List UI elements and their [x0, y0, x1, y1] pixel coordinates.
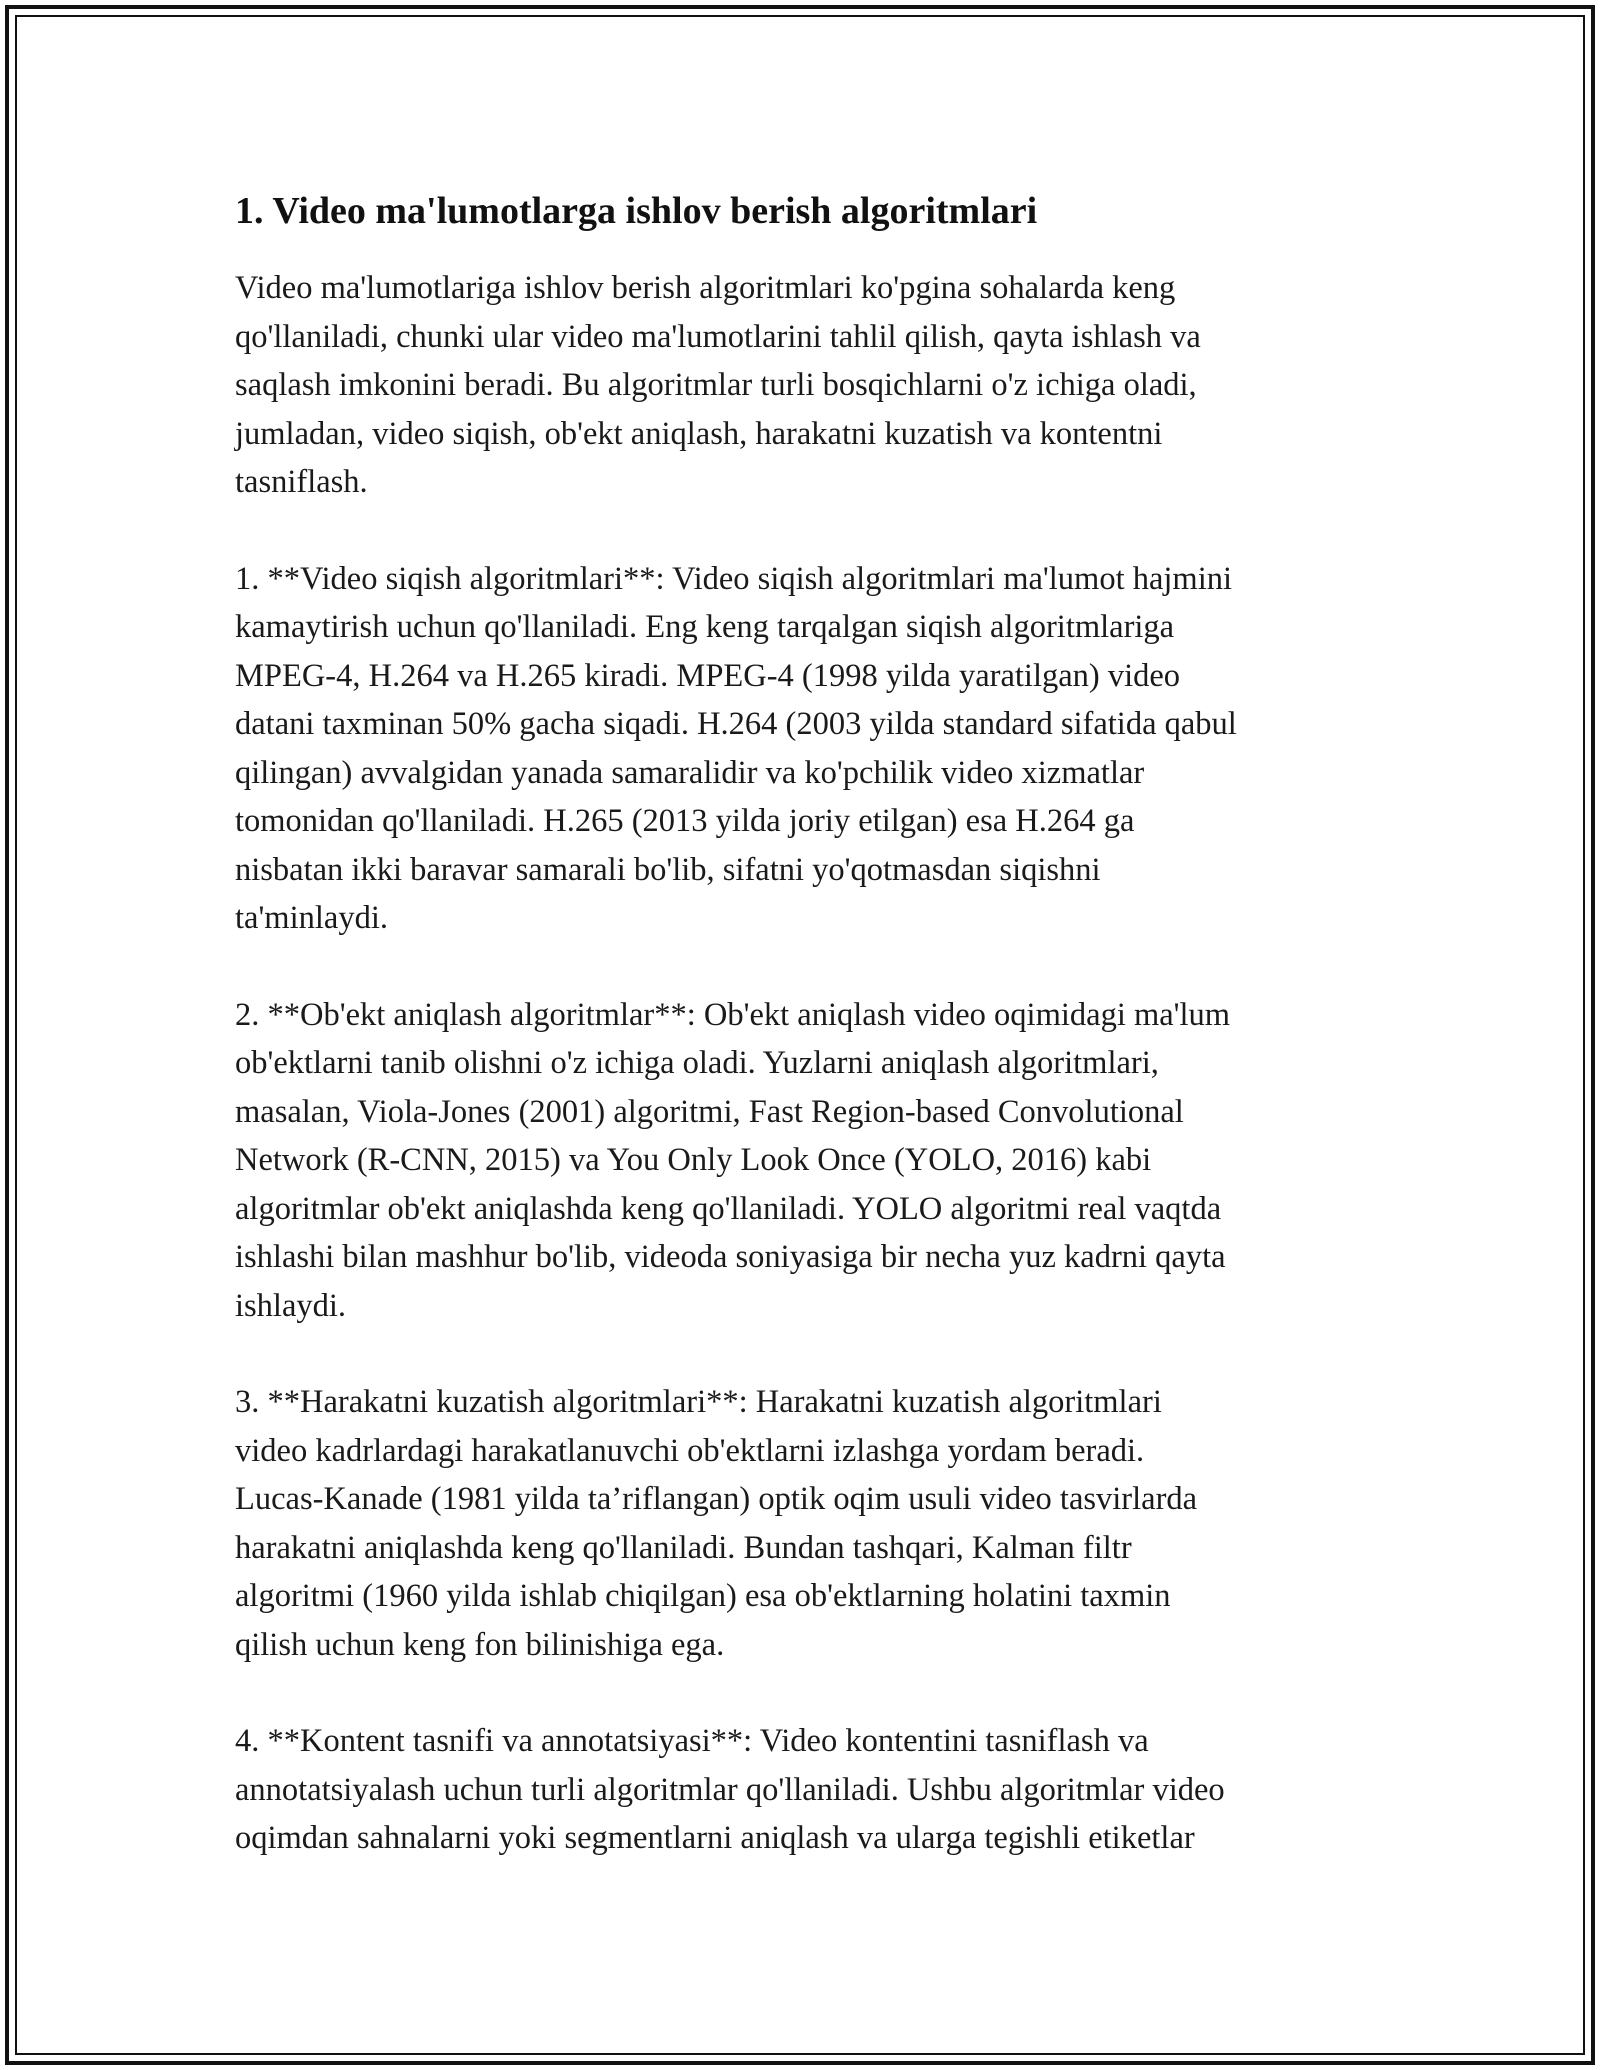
text-line: Video ma'lumotlariga ishlov berish algoritmlari ko'pgina sohalarda keng: [235, 270, 1176, 306]
document-title: 1. Video ma'lumotlarga ishlov berish algoritmlari: [235, 190, 1038, 232]
text-line: Lucas-Kanade (1981 yilda ta’riflangan) optik oqim usuli video tasvirlarda: [235, 1481, 1198, 1517]
text-line: qilish uchun keng fon bilinishiga ega.: [235, 1626, 725, 1663]
text-line: ta'minlaydi.: [235, 900, 388, 936]
text-line: datani taxminan 50% gacha siqadi. H.264 (2003 yilda standard sifatida qabul: [235, 706, 1237, 742]
text-line: Network (R-CNN, 2015) va You Only Look Once (YOLO, 2016) kabi: [235, 1142, 1152, 1178]
text-line: kamaytirish uchun qo'llaniladi. Eng keng tarqalgan siqish algoritmlariga: [235, 609, 1175, 645]
text-line: 2. **Ob'ekt aniqlash algoritmlar**: Ob'ekt aniqlash video oqimidagi ma'lum: [235, 996, 1231, 1033]
text-line: ishlaydi.: [235, 1287, 347, 1324]
text-line: oqimdan sahnalarni yoki segmentlarni aniqlash va ularga tegishli etiketlar: [235, 1820, 1195, 1856]
text-line: qo'llaniladi, chunki ular video ma'lumotlarini tahlil qilish, qayta ishlash va: [235, 318, 1201, 355]
section-video-compression: [235, 555, 1375, 943]
text-line: tomonidan qo'llaniladi. H.265 (2013 yilda joriy etilgan) esa H.264 ga: [235, 803, 1135, 839]
text-line: ishlashi bilan mashhur bo'lib, videoda soniyasiga bir necha yuz kadrni qayta: [235, 1239, 1226, 1275]
text-line: 3. **Harakatni kuzatish algoritmlari**: Harakatni kuzatish algoritmlari: [235, 1384, 1162, 1420]
text-line: saqlash imkonini beradi. Bu algoritmlar turli bosqichlarni o'z ichiga oladi,: [235, 367, 1197, 403]
text-line: 4. **Kontent tasnifi va annotatsiyasi**: Video kontentini tasniflash va: [235, 1723, 1149, 1759]
text-line: harakatni aniqlashda keng qo'llaniladi. Bundan tashqari, Kalman filtr: [235, 1529, 1132, 1566]
text-line: MPEG-4, H.264 va H.265 kiradi. MPEG-4 (1998 yilda yaratilgan) video: [235, 657, 1181, 694]
text-line: 1. **Video siqish algoritmlari**: Video siqish algoritmlari ma'lumot hajmini: [235, 560, 1233, 597]
text-line: jumladan, video siqish, ob'ekt aniqlash, harakatni kuzatish va kontentni: [235, 415, 1163, 452]
text-line: annotatsiyalash uchun turli algoritmlar qo'llaniladi. Ushbu algoritmlar video: [235, 1771, 1225, 1808]
text-line: algoritmlar ob'ekt aniqlashda keng qo'llaniladi. YOLO algoritmi real vaqtda: [235, 1190, 1222, 1227]
text-line: video kadrlardagi harakatlanuvchi ob'ektlarni izlashga yordam beradi.: [235, 1432, 1145, 1469]
text-line: qilingan) avvalgidan yanada samaralidir va ko'pchilik video xizmatlar: [235, 754, 1145, 791]
text-line: masalan, Viola-Jones (2001) algoritmi, Fast Region-based Convolutional: [235, 1093, 1184, 1130]
text-line: nisbatan ikki baravar samarali bo'lib, sifatni yo'qotmasdan siqishni: [235, 851, 1101, 888]
section-object-detection: [235, 991, 1375, 1331]
intro-paragraph: [235, 264, 1375, 507]
text-line: tasniflash.: [235, 464, 368, 500]
section-motion-tracking: [235, 1378, 1375, 1669]
text-line: algoritmi (1960 yilda ishlab chiqilgan) esa ob'ektlarning holatini taxmin: [235, 1578, 1171, 1614]
section-content-classification: [235, 1717, 1375, 1863]
document-body: [235, 186, 1375, 1911]
text-line: ob'ektlarni tanib olishni o'z ichiga oladi. Yuzlarni aniqlash algoritmlari,: [235, 1045, 1159, 1081]
